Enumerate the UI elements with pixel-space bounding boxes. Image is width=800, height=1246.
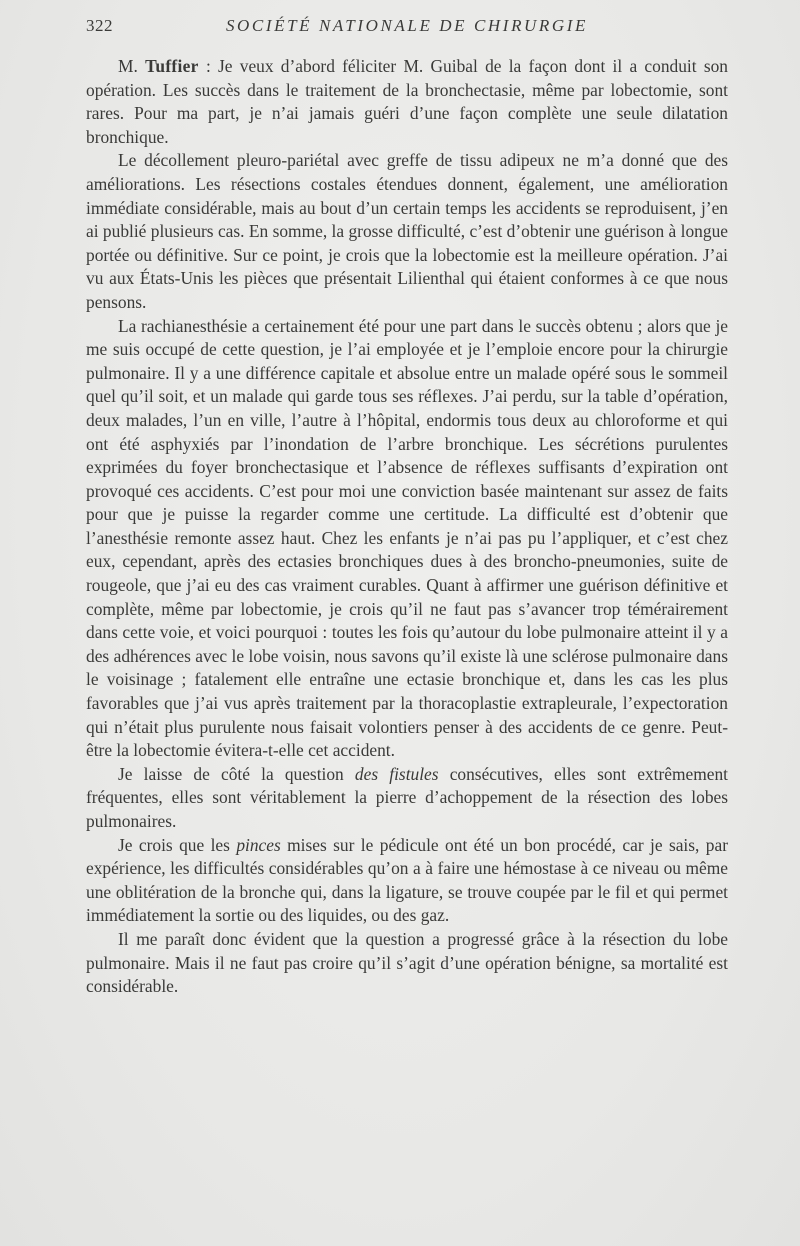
paragraph-decollement: Le décollement pleuro-pariétal avec greffe de tissu adipeux ne m’a donné que des améliorations. Les résections costales étendues donnent, également, une amélioration immédiate considérable, mais au bout d’un certain temps les accidents se reproduisent, j’en ai publié plusieurs cas. En somme, la grosse difficulté, c’est d’obtenir une guérison à longue portée ou définitive. Sur ce point, je crois que la lobectomie est la meilleure opération. J’ai vu aux États-Unis les pièces que présentait Lilienthal qui étaient conformes à ce que nous pensons. xyxy=(86,150,728,312)
article-body xyxy=(86,55,728,999)
paragraph-text-after: consécutives, elles sont extrêmement fréquentes, elles sont véritablement la pierre d’achoppement de la résection des lobes pulmonaires. xyxy=(86,763,729,831)
paragraph-fistules xyxy=(86,763,728,834)
paragraph-text-before: Je laisse de côté la question xyxy=(118,763,355,784)
paragraph-tuffier-intro xyxy=(86,55,728,149)
speaker-name: Tuffier xyxy=(145,56,199,76)
running-header xyxy=(86,16,728,40)
page-number: 322 xyxy=(86,16,113,35)
paragraph-text-after: mises sur le pédicule ont été un bon procédé, car je sais, par expérience, les difficultés considérables qu’on a à faire une hémostase à ce niveau ou même une oblitération de la bronche qui, dans la ligature, se trouve coupée par le fil et qui permet immédiatement la sortie ou des liquides, ou des gaz. xyxy=(86,834,728,926)
italic-phrase: pinces xyxy=(236,834,281,855)
paragraph-text-before: Je crois que les xyxy=(118,834,237,855)
italic-phrase: des fistules xyxy=(354,763,439,784)
paragraph-pinces xyxy=(86,834,728,928)
paragraph-conclusion: Il me paraît donc évident que la question a progressé grâce à la résection du lobe pulmonaire. Mais il ne faut pas croire qu’il s’agit d’une opération bénigne, sa mortalité est considérable. xyxy=(86,928,728,997)
journal-title: SOCIÉTÉ NATIONALE DE CHIRURGIE xyxy=(225,16,589,35)
paragraph-rachianesthesie: La rachianesthésie a certainement été pour une part dans le succès obtenu ; alors que je me suis occupé de cette question, je l’ai employée et je l’emploie encore pour la chirurgie pulmonaire. Il y a une différence capitale et absolue entre un malade opéré sous le sommeil quel qu’il soit, et un malade qui garde tous ses réflexes. J’ai perdu, sur la table d’opération, deux malades, l’un en ville, l’autre à l’hôpital, endormis tous deux au chloroforme et qui ont été asphyxiés par l’inondation de l’arbre bronchique. Les sécrétions purulentes exprimées du foyer bronchectasique et l’absence de réflexes suffisants d’expiration ont provoqué ces accidents. C’est pour moi une conviction basée maintenant sur assez de faits pour que je puisse la regarder comme une certitude. La difficulté est d’obtenir que l’anesthésie remonte assez haut. Chez les enfants je n’ai pas pu l’appliquer, et c’est chez eux, cependant, après des ectasies bronchiques dues à des broncho-pneumonies, suite de rougeole, que j’ai eu des cas vraiment curables. Quant à affirmer une guérison définitive et complète, même par lobectomie, je crois qu’il ne faut pas s’avancer trop témérairement dans cette voie, et voici pourquoi : toutes les fois qu’autour du lobe pulmonaire atteint il y a des adhérences avec le lobe voisin, nous savons qu’il existe là une sclérose pulmonaire dans le voisinage ; fatalement elle entraîne une ectasie bronchique et, dans les cas les plus favorables que j’ai vus après traitement par la thoracoplastie extrapleurale, l’expectoration qui n’était plus purulente nous faisait volontiers penser à des accidents de ce genre. Peut-être la lobectomie évitera-t-elle cet accident. xyxy=(86,315,728,761)
paragraph-text: : Je veux d’abord féliciter M. Guibal de la façon dont il a conduit son opération. Les succès dans le traitement de la bronchectasie, même par lobectomie, sont rares. Pour ma part, je n’ai jamais guéri d’une façon complète une seule dilatation bronchique. xyxy=(86,56,728,147)
speaker-prefix: M. xyxy=(118,56,146,76)
